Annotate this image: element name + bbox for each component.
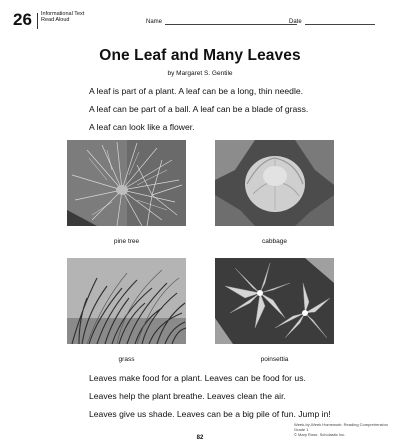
poinsettia-caption: poinsettia bbox=[260, 356, 289, 363]
page-number: 26 bbox=[13, 10, 32, 29]
grass-photo bbox=[67, 258, 186, 344]
category-line-2: Read Aloud bbox=[41, 17, 70, 23]
date-line bbox=[305, 18, 375, 25]
page-title: One Leaf and Many Leaves bbox=[99, 47, 301, 64]
cabbage-photo bbox=[215, 140, 334, 226]
category-label bbox=[41, 11, 84, 23]
name-line bbox=[165, 18, 297, 25]
poinsettia-photo bbox=[215, 258, 334, 344]
name-field bbox=[146, 18, 297, 25]
footer-page-number: 82 bbox=[196, 435, 204, 441]
closing-line-2: Leaves help the plant breathe. Leaves clean the air. bbox=[89, 391, 286, 401]
category-line-1: Informational Text bbox=[41, 11, 85, 17]
header-divider bbox=[37, 13, 38, 29]
grass-caption: grass bbox=[118, 356, 135, 363]
credit-line-2: © Mary Rose, Scholastic Inc. bbox=[294, 432, 346, 437]
intro-line-2: A leaf can be part of a ball. A leaf can be a blade of grass. bbox=[89, 104, 309, 114]
intro-line-1: A leaf is part of a plant. A leaf can be a long, thin needle. bbox=[89, 86, 304, 96]
name-label: Name bbox=[146, 19, 163, 25]
cabbage-caption: cabbage bbox=[262, 238, 287, 245]
closing-line-1: Leaves make food for a plant. Leaves can be food for us. bbox=[89, 373, 306, 383]
date-label: Date bbox=[289, 19, 302, 25]
pine-tree-photo bbox=[67, 140, 186, 226]
date-field bbox=[289, 18, 375, 25]
credit-line-1: Week-by-Week Homework: Reading Comprehension Grade 1 bbox=[294, 422, 388, 432]
pine-tree-caption: pine tree bbox=[113, 238, 140, 245]
intro-line-3: A leaf can look like a flower. bbox=[89, 122, 195, 132]
closing-line-3: Leaves give us shade. Leaves can be a big pile of fun. Jump in! bbox=[89, 409, 331, 419]
byline: by Margaret S. Gentile bbox=[167, 70, 233, 77]
